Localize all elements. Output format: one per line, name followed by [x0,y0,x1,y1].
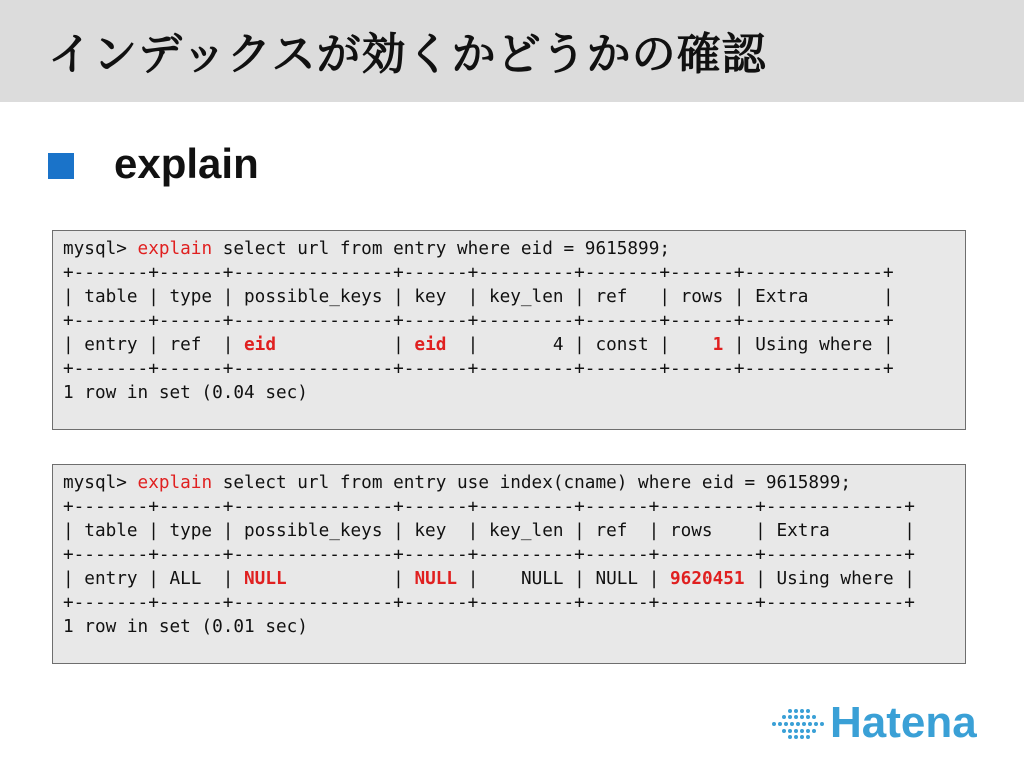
prompt: mysql> [63,239,138,259]
table-border: +-------+------+---------------+------+---------+------+---------+-------------+ [63,593,915,613]
table-border: +-------+------+---------------+------+---------+-------+------+-------------+ [63,311,894,331]
result-footer: 1 row in set (0.01 sec) [63,617,308,637]
prompt: mysql> [63,473,138,493]
code-block-2 [52,464,966,664]
table-border: +-------+------+---------------+------+---------+------+---------+-------------+ [63,545,915,565]
code-text-2 [63,471,915,639]
table-border: +-------+------+---------------+------+---------+------+---------+-------------+ [63,497,915,517]
logo-text: Hatena [830,698,977,747]
bullet-square-icon [48,153,74,179]
hatena-logo [770,700,1000,750]
hatena-dots-icon [770,705,828,745]
table-header-row: | table | type | possible_keys | key | key_len | ref | rows | Extra | [63,287,894,307]
possible-keys-value: eid [244,335,276,355]
table-header-row: | table | type | possible_keys | key | key_len | ref | rows | Extra | [63,521,915,541]
table-row: | entry | ref | eid | eid | 4 | const | 1 | Using where | [63,335,894,355]
key-value: NULL [414,569,458,589]
explain-keyword: explain [137,473,213,493]
title-bar [0,0,1024,102]
slide-title: インデックスが効くかどうかの確認 [48,29,767,80]
table-border: +-------+------+---------------+------+---------+-------+------+-------------+ [63,263,894,283]
explain-keyword: explain [137,239,213,259]
sql-text: select url from entry where eid = 9615899; [212,239,670,259]
result-footer: 1 row in set (0.04 sec) [63,383,308,403]
rows-value: 1 [712,335,724,355]
rows-value: 9620451 [670,569,745,589]
code-block-1 [52,230,966,430]
possible-keys-value: NULL [244,569,287,589]
code-text-1 [63,237,894,405]
table-row: | entry | ALL | NULL | NULL | NULL | NULL | 9620451 | Using where | [63,569,915,589]
bullet-heading: explain [114,140,259,187]
key-value: eid [414,335,447,355]
sql-text: select url from entry use index(cname) where eid = 9615899; [212,473,852,493]
table-border: +-------+------+---------------+------+---------+-------+------+-------------+ [63,359,894,379]
